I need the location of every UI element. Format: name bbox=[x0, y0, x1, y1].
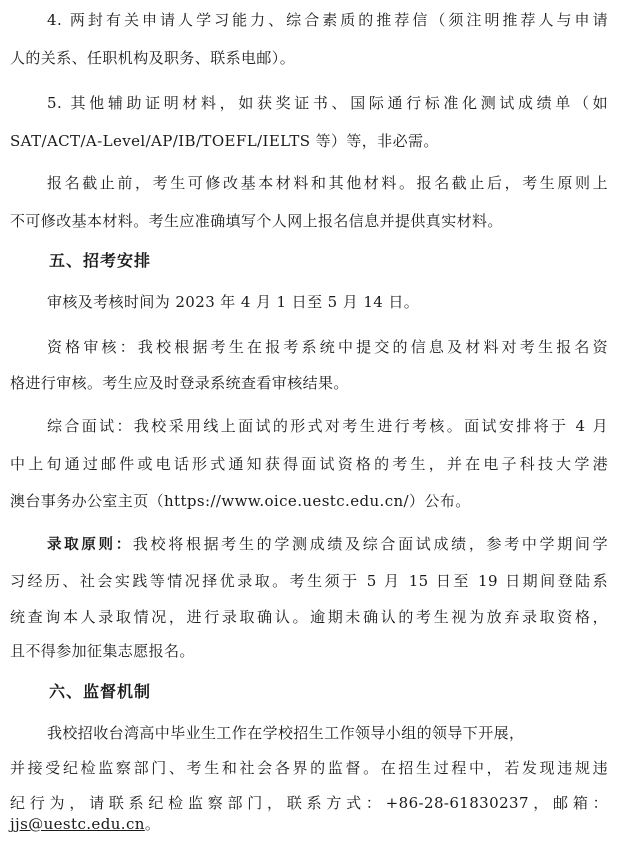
paragraph-line: 人的关系、任职机构及职务、联系电邮）。 bbox=[10, 49, 296, 67]
paragraph-line: 习经历、社会实践等情况择优录取。考生须于 5 月 15 日至 19 日期间登陆系 bbox=[10, 572, 608, 590]
paragraph-line: 中上旬通过邮件或电话形式通知获得面试资格的考生，并在电子科技大学港 bbox=[10, 455, 608, 473]
section-heading-6: 六、监督机制 bbox=[49, 682, 152, 701]
bold-lead: 录取原则： bbox=[47, 537, 133, 553]
paragraph-line: 审核及考核时间为 2023 年 4 月 1 日至 5 月 14 日。 bbox=[47, 293, 420, 311]
paragraph-line: 我校招收台湾高中毕业生工作在学校招生工作领导小组的领导下开展， bbox=[47, 724, 525, 742]
paragraph-line: 资格审核：我校根据考生在报考系统中提交的信息及材料对考生报名资 bbox=[47, 338, 608, 356]
paragraph-line: 报名截止前，考生可修改基本材料和其他材料。报名截止后，考生原则上 bbox=[47, 174, 608, 192]
paragraph-line: 格进行审核。考生应及时登录系统查看审核结果。 bbox=[10, 374, 349, 392]
paragraph-text: 我校将根据考生的学测成绩及综合面试成绩，参考中学期间学 bbox=[132, 535, 608, 553]
paragraph-line: 综合面试：我校采用线上面试的形式对考生进行考核。面试安排将于 4 月 bbox=[47, 417, 608, 435]
paragraph-line: 纪行为，请联系纪检监察部门，联系方式：+86-28-61830237，邮箱： bbox=[10, 794, 608, 812]
paragraph-line: 不可修改基本材料。考生应准确填写个人网上报名信息并提供真实材料。 bbox=[10, 212, 503, 230]
paragraph-line: 并接受纪检监察部门、考生和社会各界的监督。在招生过程中，若发现违规违 bbox=[10, 759, 608, 777]
paragraph-line: 4. 两封有关申请人学习能力、综合素质的推荐信（须注明推荐人与申请 bbox=[47, 11, 608, 29]
paragraph-line: SAT/ACT/A-Level/AP/IB/TOEFL/IELTS 等）等，非必需。 bbox=[10, 132, 439, 150]
paragraph-line: 澳台事务办公室主页（https://www.oice.uestc.edu.cn/）公布。 bbox=[10, 492, 471, 510]
email-link[interactable]: jjs@uestc.edu.cn bbox=[10, 815, 145, 833]
paragraph-text: 。 bbox=[144, 815, 161, 833]
paragraph-line bbox=[10, 804, 608, 844]
paragraph-line: 5. 其他辅助证明材料，如获奖证书、国际通行标准化测试成绩单（如 bbox=[47, 94, 608, 112]
section-heading-5: 五、招考安排 bbox=[49, 251, 152, 270]
paragraph-line: 且不得参加征集志愿报名。 bbox=[10, 642, 195, 660]
paragraph-line: 统查询本人录取情况，进行录取确认。逾期未确认的考生视为放弃录取资格， bbox=[10, 608, 608, 626]
paragraph-line bbox=[10, 524, 608, 565]
